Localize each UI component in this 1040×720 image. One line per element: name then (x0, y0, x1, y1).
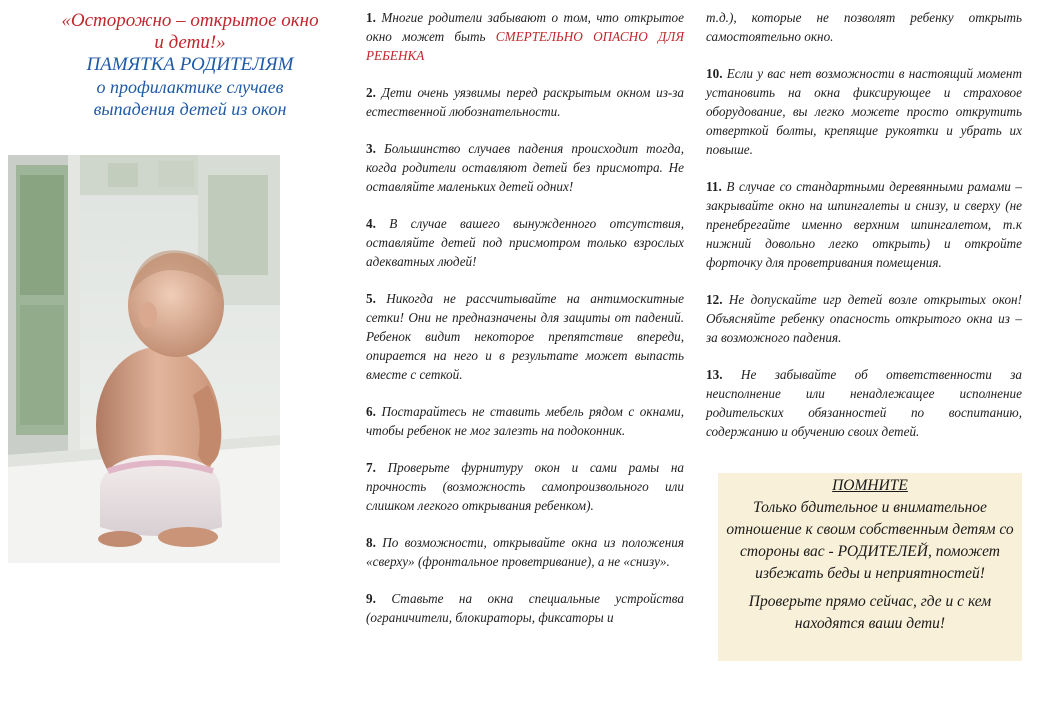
tip-number: 12. (706, 292, 723, 307)
tip-text: Ставьте на окна специальные устройства (ограничители, блокираторы, фиксаторы и (366, 591, 684, 625)
tips-column-middle (366, 8, 684, 645)
tip-text: В случае со стандартными деревянными рамами – закрывайте окно на шпингалеты и снизу, и сверху (не пренебрегайте именно верхним шпингалетом, т.к нижний довольно легко открыть) и откройте форточку для проветривания помещения. (706, 179, 1022, 270)
tip-number: 11. (706, 179, 722, 194)
tip-item-3 (366, 139, 684, 196)
tip-item-1 (366, 8, 684, 65)
tip-number: 2. (366, 85, 376, 100)
baby-at-window-illustration (8, 155, 280, 563)
tip-item-12 (706, 290, 1022, 347)
reminder-box (718, 473, 1022, 661)
leaflet-subtitle-line2: о профилактике случаев (96, 77, 284, 97)
tip-number: 10. (706, 66, 723, 81)
leaflet-subtitle-line3: выпадения детей из окон (93, 99, 287, 119)
tip-item-2 (366, 83, 684, 121)
leaflet-subtitle-line1: ПАМЯТКА РОДИТЕЛЯМ (86, 54, 294, 75)
tip-text: В случае вашего вынужденного отсутствия, оставляйте детей под присмотром только взрослых адекватных людей! (366, 216, 684, 269)
tip-item-11 (706, 177, 1022, 272)
leaflet-title-line2: и дети!» (154, 32, 226, 53)
tip-number: 8. (366, 535, 376, 550)
baby-at-window-photo (8, 155, 280, 563)
tip-number: 5. (366, 291, 376, 306)
tip-text: Многие родители забывают о том, что открытое окно может быть (366, 10, 684, 44)
tip-item-13 (706, 365, 1022, 441)
reminder-body: Только бдительное и внимательное отношение к своим собственным детям со стороны вас - РОДИТЕЛЕЙ, поможет избежать беды и неприятностей! (726, 499, 1014, 582)
tip-text: По возможности, открывайте окна из положения «сверху» (фронтальное проветривание), а не «снизу». (366, 535, 684, 569)
tip-text: Не допускайте игр детей возле открытых окон! Объясняйте ребенку опасность открытого окна из – за возможного падения. (706, 292, 1022, 345)
tip-text: Дети очень уязвимы перед раскрытым окном из-за естественной любознательности. (366, 85, 685, 119)
tips-column-right (706, 8, 1022, 459)
tip-text: Если у вас нет возможности в настоящий момент установить на окна фиксирующее и страховое оборудование, вы легко можете просто открутить отверткой болты, крепящие рукоятки и убрать их повыше. (706, 66, 1023, 157)
tip-item-7 (366, 458, 684, 515)
tip-item-9 (366, 589, 684, 627)
tip-text: Проверьте фурнитуру окон и сами рамы на прочность (возможность самопроизвольного или слишком легкого открывания ребенком). (366, 460, 685, 513)
tip-item-9-continued (706, 8, 1022, 46)
tip-text: Не забывайте об ответственности за неисполнение или ненадлежащее исполнение родительских обязанностей по воспитанию, содержанию и обучению своих детей. (706, 367, 1022, 439)
tip-number: 7. (366, 460, 376, 475)
tip-text: Никогда не рассчитывайте на антимоскитные сетки! Они не предназначены для защиты от падений. Ребенок видит некоторое препятствие впереди, опирается на него и в результате может выпасть вместе с сеткой. (366, 291, 684, 382)
tip-item-5 (366, 289, 684, 384)
tip-item-4 (366, 214, 684, 271)
tip-item-8 (366, 533, 684, 571)
tip-item-10 (706, 64, 1022, 159)
tip-item-6 (366, 402, 684, 440)
tip-number: 4. (366, 216, 376, 231)
tip-highlight-danger: СМЕРТЕЛЬНО ОПАСНО ДЛЯ РЕБЕНКА (366, 29, 684, 63)
tip-text: Большинство случаев падения происходит тогда, когда родители оставляют детей без присмотра. Не оставляйте маленьких детей одних! (366, 141, 685, 194)
tip-text: Постарайтесь не ставить мебель рядом с окнами, чтобы ребенок не мог залезть на подоконник. (366, 404, 685, 438)
tip-number: 6. (366, 404, 376, 419)
reminder-title: ПОМНИТЕ (832, 477, 908, 494)
tip-number: 9. (366, 591, 376, 606)
reminder-call-to-action: Проверьте прямо сейчас, где и с кем находятся ваши дети! (748, 593, 992, 632)
leaflet-header (40, 10, 340, 120)
tip-number: 1. (366, 10, 376, 25)
tip-number: 3. (366, 141, 376, 156)
leaflet-title-line1: «Осторожно – открытое окно (61, 10, 319, 31)
tip-text: т.д.), которые не позволят ребенку открыть самостоятельно окно. (706, 10, 1022, 44)
tip-number: 13. (706, 367, 723, 382)
